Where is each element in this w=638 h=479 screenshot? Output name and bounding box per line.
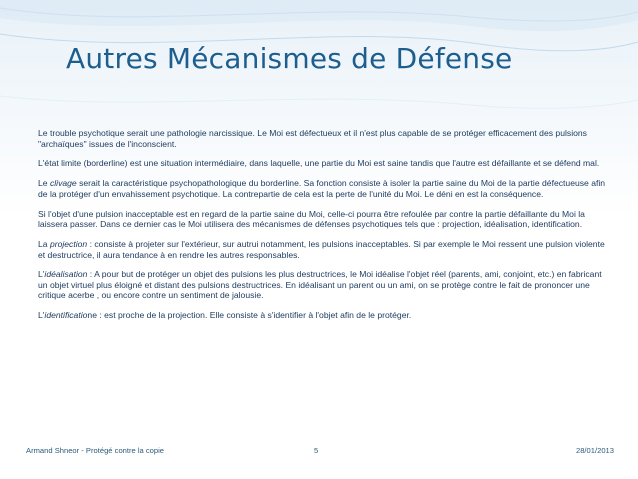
paragraph-text: : consiste à projeter sur l'extérieur, sur autrui notamment, les pulsions inacceptables. Si par exemple le Moi ressent une pulsion violente et destructrice, il aura tendance à en rendre les autres responsables. — [38, 238, 605, 260]
paragraph-text: La — [38, 238, 50, 249]
emphasized-term: identificatio — [44, 310, 88, 321]
emphasized-term: clivage — [49, 178, 77, 189]
body-paragraph — [38, 209, 613, 230]
paragraph-text: Le trouble psychotique serait une pathologie narcissique. Le Moi est défectueux et il n'est plus capable de se protéger efficacement des pulsions "archaïques" issues de l'inconscient. — [38, 128, 587, 149]
paragraph-text: L' — [38, 310, 45, 321]
paragraph-text: Si l'objet d'une pulsion inacceptable est en regard de la partie saine du Moi, celle-ci pourra être refoulée par contre la partie défaillante du Moi la laissera passer. Dans ce dernier cas le Moi utilisera des mécanismes de défenses psychotiques tels que : projection, idéalisation, identification. — [38, 208, 585, 230]
body-paragraph — [38, 239, 613, 260]
paragraph-text: Le — [38, 178, 50, 189]
footer-date: 28/01/2013 — [575, 446, 614, 455]
body-paragraph — [38, 158, 613, 169]
paragraph-text: L'état limite (borderline) est une situation intermédiaire, dans laquelle, une partie du Moi est saine tandis que l'autre est défaillante et se défend mal. — [38, 158, 600, 169]
body-paragraph — [38, 128, 613, 149]
paragraph-text: n — [87, 310, 93, 321]
footer-author: Armand Shneor - Protégé contre la copie — [26, 446, 165, 455]
body-paragraph — [38, 178, 613, 199]
slide-body — [38, 128, 613, 321]
paragraph-text: serait la caractéristique psychopathologique du borderline. Sa fonction consiste à isoler la partie saine du Moi de la partie défectueuse afin de la protéger d'un envahissement psychotique. La contrepartie de cela est la perte de l'unité du Moi. Le déni en est la conséquence. — [38, 178, 606, 199]
body-paragraph — [38, 269, 613, 301]
paragraph-text: : A pour but de protéger un objet des pulsions les plus destructrices, le Moi idéalise l'objet réel (parents, ami, conjoint, etc.) en fabricant un objet virtuel plus éloigné et distant des pulsions destructrices. En idéalisant un parent ou un ami, on se protège contre le fait de prononcer une critique acerbe , ou encore contre un sentiment de jalousie. — [38, 269, 602, 301]
wave-top-1 — [0, 0, 638, 31]
paragraph-text: L' — [38, 269, 45, 280]
footer-page-number: 5 — [314, 446, 319, 455]
body-paragraph — [38, 310, 613, 321]
emphasized-term: idéalisation — [44, 269, 88, 280]
slide-title: Autres Mécanismes de Défense — [66, 42, 513, 75]
slide-footer — [0, 446, 638, 460]
wave-mid-1 — [0, 96, 638, 108]
paragraph-text: e : est proche de la projection. Elle consiste à s'identifier à l'objet afin de le protéger. — [92, 310, 412, 321]
emphasized-term: projection — [49, 238, 88, 249]
